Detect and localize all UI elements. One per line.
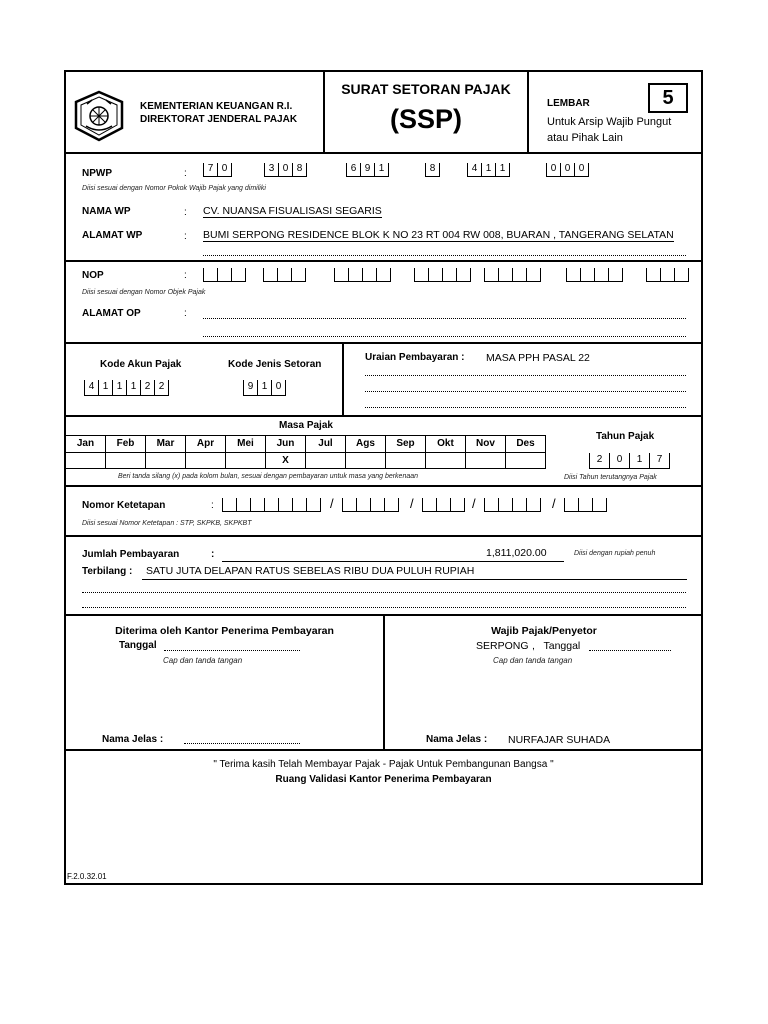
ketetapan-digit xyxy=(279,498,293,512)
receiver-tanggal-field[interactable] xyxy=(164,650,300,651)
npwp-digit: 0 xyxy=(279,163,293,177)
ministry-logo-icon xyxy=(72,90,126,142)
uraian-line-3 xyxy=(365,391,686,392)
ketetapan-slash-2: / xyxy=(410,496,414,511)
uraian-line-2 xyxy=(365,375,686,376)
month-mark-feb[interactable] xyxy=(106,452,146,469)
ketetapan-digit xyxy=(307,498,321,512)
jumlah-label: Jumlah Pembayaran xyxy=(82,549,180,560)
month-nov: Nov xyxy=(466,435,506,452)
npwp-digit: 0 xyxy=(218,163,232,177)
npwp-colon: : xyxy=(184,168,187,179)
ketetapan-note: Diisi sesuai Nomor Ketetapan : STP, SKPKB, SKPKBT xyxy=(82,520,252,527)
npwp-digit: 1 xyxy=(496,163,510,177)
month-mark-jul[interactable] xyxy=(306,452,346,469)
ministry-line-1: KEMENTERIAN KEUANGAN R.I. xyxy=(140,101,293,112)
nop-group-6[interactable] xyxy=(566,268,623,282)
npwp-digit: 0 xyxy=(561,163,575,177)
terbilang-line-3 xyxy=(82,607,686,608)
receiver-title: Diterima oleh Kantor Penerima Pembayaran xyxy=(115,625,334,637)
uraian-label: Uraian Pembayaran : xyxy=(365,352,465,363)
form-header xyxy=(66,72,701,154)
month-jul: Jul xyxy=(306,435,346,452)
nop-digit xyxy=(218,268,232,282)
nop-group-3[interactable] xyxy=(334,268,391,282)
lembar-desc-line-2: atau Pihak Lain xyxy=(547,132,623,144)
terbilang-label: Terbilang : xyxy=(82,566,133,577)
payment-section xyxy=(66,537,701,616)
ketetapan-digit xyxy=(223,498,237,512)
nop-digit xyxy=(377,268,391,282)
kode-akun-digit: 2 xyxy=(155,380,169,396)
terbilang-value: SATU JUTA DELAPAN RATUS SEBELAS RIBU DUA PULUH RUPIAH xyxy=(146,565,475,577)
validation-label: Ruang Validasi Kantor Penerima Pembayaran xyxy=(275,774,492,785)
month-jun: Jun xyxy=(266,435,306,452)
lembar-description xyxy=(547,114,671,146)
alamat-op-line-2[interactable] xyxy=(203,336,686,337)
tahun-digit: 7 xyxy=(650,453,670,469)
ketetapan-slash-3: / xyxy=(472,496,476,511)
month-des: Des xyxy=(506,435,546,452)
nop-digit xyxy=(513,268,527,282)
ketetapan-digit xyxy=(385,498,399,512)
nop-group-5[interactable] xyxy=(484,268,541,282)
ketetapan-digit xyxy=(343,498,357,512)
kode-jenis-digit: 0 xyxy=(272,380,286,396)
npwp-note: Diisi sesuai dengan Nomor Pokok Wajib Pajak yang dimiliki xyxy=(82,185,266,192)
ministry-line-2: DIREKTORAT JENDERAL PAJAK xyxy=(140,114,298,125)
month-mark-mar[interactable] xyxy=(146,452,186,469)
kode-jenis-digit: 1 xyxy=(258,380,272,396)
nop-digit xyxy=(232,268,246,282)
alamat-op-colon: : xyxy=(184,308,187,319)
month-mark-okt[interactable] xyxy=(426,452,466,469)
payer-nama-label: Nama Jelas : xyxy=(426,734,488,745)
ketetapan-slash-1: / xyxy=(330,496,334,511)
npwp-group-6[interactable] xyxy=(546,163,589,177)
receiver-nama-label: Nama Jelas : xyxy=(102,734,164,745)
kode-akun-label: Kode Akun Pajak xyxy=(100,359,182,370)
npwp-group-1[interactable] xyxy=(203,163,232,177)
npwp-group-2[interactable] xyxy=(264,163,307,177)
ketetapan-digit xyxy=(293,498,307,512)
signature-section xyxy=(66,616,701,751)
npwp-label: NPWP xyxy=(82,168,112,179)
ssp-form xyxy=(64,70,703,885)
tahun-digits[interactable] xyxy=(589,453,670,469)
npwp-group-3[interactable] xyxy=(346,163,389,177)
receiver-tanggal-label: Tanggal xyxy=(119,640,157,651)
nama-wp-label: NAMA WP xyxy=(82,206,131,217)
month-apr: Apr xyxy=(186,435,226,452)
npwp-digit: 3 xyxy=(265,163,279,177)
ketetapan-colon: : xyxy=(211,500,214,511)
kode-akun-digits[interactable] xyxy=(84,380,169,396)
npwp-digit: 9 xyxy=(361,163,375,177)
alamat-wp-label: ALAMAT WP xyxy=(82,230,143,241)
thanks-message: " Terima kasih Telah Membayar Pajak - Pajak Untuk Pembangunan Bangsa " xyxy=(213,759,554,770)
payer-nama-value[interactable]: NURFAJAR SUHADA xyxy=(508,734,611,746)
jumlah-colon: : xyxy=(211,549,215,560)
period-section xyxy=(66,417,701,487)
month-mark-mei[interactable] xyxy=(226,452,266,469)
month-ags: Ags xyxy=(346,435,386,452)
month-mar: Mar xyxy=(146,435,186,452)
ketetapan-digit xyxy=(423,498,437,512)
ketetapan-digit xyxy=(499,498,513,512)
kode-akun-digit: 2 xyxy=(141,380,155,396)
nop-colon: : xyxy=(184,270,187,281)
nama-colon: : xyxy=(184,207,187,218)
lembar-desc-line-1: Untuk Arsip Wajib Pungut xyxy=(547,116,672,128)
ketetapan-digit xyxy=(251,498,265,512)
ketetapan-digit xyxy=(265,498,279,512)
npwp-digit: 0 xyxy=(547,163,561,177)
npwp-digit: 6 xyxy=(347,163,361,177)
nop-digit xyxy=(363,268,377,282)
npwp-digit: 1 xyxy=(482,163,496,177)
month-feb: Feb xyxy=(106,435,146,452)
nop-group-4[interactable] xyxy=(414,268,471,282)
month-grid xyxy=(66,435,546,469)
payer-tanggal-field[interactable] xyxy=(589,650,671,651)
lembar-label: LEMBAR xyxy=(547,98,590,109)
alamat-wp-line-2 xyxy=(203,255,686,256)
nop-digit xyxy=(581,268,595,282)
npwp-group-5[interactable] xyxy=(467,163,510,177)
kode-jenis-label: Kode Jenis Setoran xyxy=(228,359,322,370)
account-section xyxy=(66,344,701,417)
ketetapan-group-1[interactable] xyxy=(222,498,321,512)
nama-wp-value[interactable]: CV. NUANSA FISUALISASI SEGARIS xyxy=(203,205,382,217)
month-mark-jan[interactable] xyxy=(66,452,106,469)
form-title-abbr: (SSP) xyxy=(389,104,462,134)
month-mei: Mei xyxy=(226,435,266,452)
kode-jenis-digit: 9 xyxy=(244,380,258,396)
nop-digit xyxy=(349,268,363,282)
tahun-digit: 1 xyxy=(630,453,650,469)
ketetapan-digit xyxy=(513,498,527,512)
nop-digit xyxy=(457,268,471,282)
month-jan: Jan xyxy=(66,435,106,452)
nop-label: NOP xyxy=(82,270,104,281)
kode-akun-digit: 4 xyxy=(85,380,99,396)
nop-digit xyxy=(661,268,675,282)
ketetapan-digit xyxy=(485,498,499,512)
kode-jenis-digits[interactable] xyxy=(243,380,286,396)
taxpayer-section xyxy=(66,154,701,262)
ketetapan-group-5[interactable] xyxy=(564,498,607,512)
validation-section xyxy=(66,751,701,885)
alamat-op-line-1[interactable] xyxy=(203,318,686,319)
terbilang-line-2 xyxy=(82,592,686,593)
ketetapan-digit xyxy=(565,498,579,512)
tahun-note: Diisi Tahun terutangnya Pajak xyxy=(564,474,657,481)
receiver-nama-field[interactable] xyxy=(184,743,300,744)
jumlah-note: Diisi dengan rupiah penuh xyxy=(574,550,656,557)
form-title: SURAT SETORAN PAJAK xyxy=(341,81,511,97)
nop-digit xyxy=(567,268,581,282)
account-divider xyxy=(342,344,344,415)
nop-digit xyxy=(499,268,513,282)
nop-digit xyxy=(443,268,457,282)
month-mark-des[interactable] xyxy=(506,452,546,469)
nop-digit xyxy=(485,268,499,282)
nop-digit xyxy=(675,268,689,282)
npwp-digit: 8 xyxy=(293,163,307,177)
ketetapan-digit xyxy=(451,498,465,512)
ketetapan-digit xyxy=(527,498,541,512)
ketetapan-digit xyxy=(437,498,451,512)
nop-digit xyxy=(415,268,429,282)
ketetapan-group-4[interactable] xyxy=(484,498,541,512)
form-code: F.2.0.32.01 xyxy=(67,872,107,881)
alamat-wp-value[interactable]: BUMI SERPONG RESIDENCE BLOK K NO 23 RT 004 RW 008, BUARAN , TANGERANG SELATAN xyxy=(203,229,674,241)
jumlah-amount: 1,811,020.00 xyxy=(486,547,547,559)
nop-digit xyxy=(335,268,349,282)
month-mark-apr[interactable] xyxy=(186,452,226,469)
ketetapan-label: Nomor Ketetapan xyxy=(82,500,166,511)
receiver-cap-note: Cap dan tanda tangan xyxy=(163,656,243,665)
npwp-digit: 1 xyxy=(375,163,389,177)
ketetapan-digit xyxy=(237,498,251,512)
tahun-digit: 0 xyxy=(610,453,630,469)
nop-digit xyxy=(204,268,218,282)
header-divider-right xyxy=(527,72,529,152)
payer-city: SERPONG xyxy=(476,640,529,652)
month-mark-sep[interactable] xyxy=(386,452,426,469)
masa-pajak-label: Masa Pajak xyxy=(279,420,333,431)
ministry-name xyxy=(140,100,297,126)
nop-group-2[interactable] xyxy=(263,268,306,282)
uraian-value[interactable]: MASA PPH PASAL 22 xyxy=(486,352,590,364)
nop-group-7[interactable] xyxy=(646,268,689,282)
kode-akun-digit: 1 xyxy=(113,380,127,396)
npwp-digit: 7 xyxy=(204,163,218,177)
nop-digit xyxy=(429,268,443,282)
ketetapan-section xyxy=(66,487,701,537)
ketetapan-digit xyxy=(357,498,371,512)
payer-title: Wajib Pajak/Penyetor xyxy=(491,625,597,637)
ketetapan-digit xyxy=(593,498,607,512)
alamat-op-label: ALAMAT OP xyxy=(82,308,141,319)
ketetapan-digit xyxy=(371,498,385,512)
kode-akun-digit: 1 xyxy=(127,380,141,396)
alamat-colon: : xyxy=(184,231,187,242)
nop-digit xyxy=(609,268,623,282)
npwp-digit: 8 xyxy=(426,163,440,177)
ketetapan-slash-4: / xyxy=(552,496,556,511)
nop-digit xyxy=(647,268,661,282)
ketetapan-group-2[interactable] xyxy=(342,498,399,512)
npwp-digit: 0 xyxy=(575,163,589,177)
payer-tanggal-label: , Tanggal xyxy=(532,640,581,652)
nop-digit xyxy=(264,268,278,282)
object-section xyxy=(66,262,701,344)
payer-cap-note: Cap dan tanda tangan xyxy=(493,656,573,665)
nop-note: Diisi sesuai dengan Nomor Objek Pajak xyxy=(82,289,206,296)
nop-digit xyxy=(595,268,609,282)
npwp-digit: 4 xyxy=(468,163,482,177)
nop-group-1[interactable] xyxy=(203,268,246,282)
nop-digit xyxy=(292,268,306,282)
tahun-pajak-label: Tahun Pajak xyxy=(596,431,655,442)
ketetapan-digit xyxy=(579,498,593,512)
nop-digit xyxy=(527,268,541,282)
kode-akun-digit: 1 xyxy=(99,380,113,396)
uraian-line-4 xyxy=(365,407,686,408)
month-mark-ags[interactable] xyxy=(346,452,386,469)
npwp-group-4[interactable] xyxy=(425,163,440,177)
lembar-number: 5 xyxy=(648,83,688,113)
month-note: Beri tanda silang (x) pada kolom bulan, sesuai dengan pembayaran untuk masa yang berkenaan xyxy=(118,473,419,480)
month-mark-nov[interactable] xyxy=(466,452,506,469)
tahun-digit: 2 xyxy=(590,453,610,469)
nop-digit xyxy=(278,268,292,282)
ketetapan-group-3[interactable] xyxy=(422,498,465,512)
month-okt: Okt xyxy=(426,435,466,452)
month-mark-jun[interactable]: X xyxy=(266,452,306,469)
month-sep: Sep xyxy=(386,435,426,452)
